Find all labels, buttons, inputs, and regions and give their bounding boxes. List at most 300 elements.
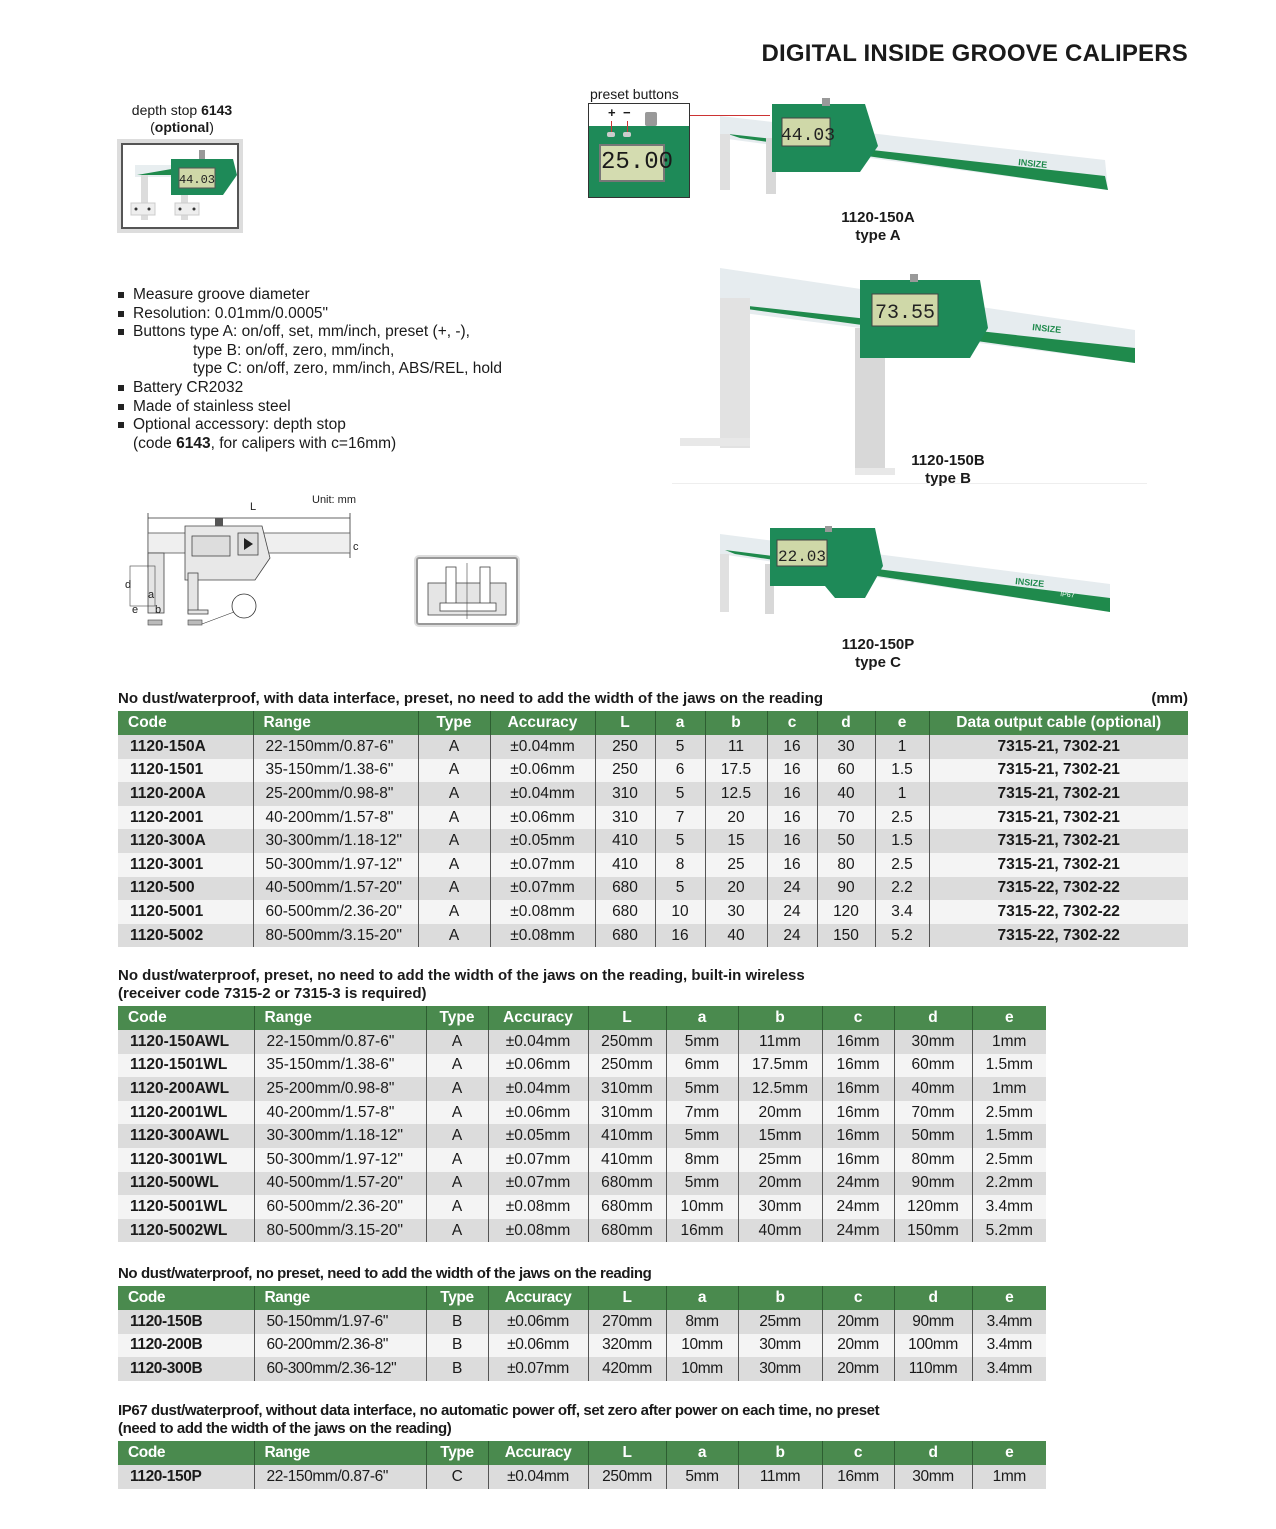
table4-header <box>118 1441 1046 1465</box>
table-cell: 7315-22, 7302-22 <box>929 900 1188 924</box>
table-cell: ±0.04mm <box>488 1077 588 1101</box>
bullet-icon <box>118 329 124 335</box>
table-cell: A <box>426 1124 488 1148</box>
table-row <box>118 1101 1046 1125</box>
table-cell: ±0.04mm <box>490 782 595 806</box>
table-cell: C <box>426 1465 488 1489</box>
table-cell: 5 <box>655 735 705 759</box>
table-cell: 310 <box>595 782 655 806</box>
table-cell: 150 <box>817 924 875 948</box>
table-cell: 1120-2001 <box>118 806 253 830</box>
table-cell: 310mm <box>588 1101 666 1125</box>
table-cell: 250mm <box>588 1465 666 1489</box>
column-header: Type <box>418 711 490 735</box>
table-cell: 40mm <box>738 1219 822 1243</box>
column-header: Accuracy <box>490 711 595 735</box>
table-cell: 30 <box>705 900 767 924</box>
table-cell: 24 <box>767 924 817 948</box>
table-cell: A <box>418 735 490 759</box>
bullet-icon <box>118 292 124 298</box>
table1-unit: (mm) <box>1151 690 1188 707</box>
table-cell: 12.5mm <box>738 1077 822 1101</box>
preset-minus-button <box>623 132 631 137</box>
column-header: a <box>655 711 705 735</box>
table-cell: 1120-3001WL <box>118 1148 254 1172</box>
table-cell: 40 <box>817 782 875 806</box>
table3-header <box>118 1286 1046 1310</box>
table-cell: 20 <box>705 877 767 901</box>
column-header: L <box>588 1006 666 1030</box>
depth-stop-caption: depth stop 6143 (optional) <box>131 102 233 135</box>
table-row <box>118 782 1188 806</box>
table-cell: 30-300mm/1.18-12" <box>254 1124 426 1148</box>
table-cell: 1120-500WL <box>118 1172 254 1196</box>
table-cell: 410 <box>595 853 655 877</box>
table-cell: 1120-500 <box>118 877 253 901</box>
table-cell: 16mm <box>822 1077 894 1101</box>
table-cell: 1.5 <box>875 829 929 853</box>
table-cell: 680mm <box>588 1195 666 1219</box>
caliper-depth-stop-illustration <box>123 145 237 227</box>
table-cell: ±0.08mm <box>488 1195 588 1219</box>
table-cell: A <box>418 924 490 948</box>
table-cell: 25-200mm/0.98-8" <box>254 1077 426 1101</box>
feature-item: Buttons type A: on/off, set, mm/inch, preset (+, -), <box>118 323 502 342</box>
table2 <box>118 1006 1046 1242</box>
table-cell: 7315-21, 7302-21 <box>929 853 1188 877</box>
table-cell: 250 <box>595 759 655 783</box>
table-cell: 30mm <box>738 1195 822 1219</box>
table-cell: A <box>426 1077 488 1101</box>
table-cell: A <box>426 1195 488 1219</box>
table-cell: 11mm <box>738 1030 822 1054</box>
table-row <box>118 877 1188 901</box>
table-cell: 8mm <box>666 1148 738 1172</box>
table-cell: 1120-150AWL <box>118 1030 254 1054</box>
column-header: b <box>738 1286 822 1310</box>
table-cell: 30mm <box>894 1030 972 1054</box>
table-cell: 30mm <box>738 1357 822 1381</box>
table-row <box>118 1077 1046 1101</box>
table-cell: 410 <box>595 829 655 853</box>
model-c-caption: 1120-150P type C <box>841 636 915 671</box>
table-cell: B <box>426 1357 488 1381</box>
column-header: Range <box>254 1441 426 1465</box>
table-cell: 320mm <box>588 1334 666 1358</box>
table-cell: 35-150mm/1.38-6" <box>253 759 418 783</box>
table-cell: 30mm <box>894 1465 972 1489</box>
table-cell: 3.4 <box>875 900 929 924</box>
column-header: Data output cable (optional) <box>929 711 1188 735</box>
table-cell: 25 <box>705 853 767 877</box>
table-cell: 60-200mm/2.36-8" <box>254 1334 426 1358</box>
table-cell: A <box>418 829 490 853</box>
table-cell: 7315-21, 7302-21 <box>929 806 1188 830</box>
table-cell: 60 <box>817 759 875 783</box>
table-cell: 1120-300A <box>118 829 253 853</box>
table-cell: A <box>418 806 490 830</box>
table-cell: 2.5mm <box>972 1148 1046 1172</box>
table-cell: 11mm <box>738 1465 822 1489</box>
model-b-caption: 1120-150B type B <box>911 452 985 487</box>
table-cell: 120mm <box>894 1195 972 1219</box>
feature-note: (code 6143, for calipers with c=16mm) <box>133 434 397 452</box>
table-cell: 17.5 <box>705 759 767 783</box>
bullet-icon <box>118 422 124 428</box>
lcd-display: 25.00 <box>599 144 665 182</box>
table-cell: ±0.06mm <box>488 1310 588 1334</box>
column-header: b <box>705 711 767 735</box>
table-cell: 680mm <box>588 1219 666 1243</box>
table-cell: 20mm <box>738 1172 822 1196</box>
table-cell: ±0.05mm <box>488 1124 588 1148</box>
table-cell: 60-500mm/2.36-20" <box>253 900 418 924</box>
table-cell: 16 <box>767 759 817 783</box>
table-cell: 5mm <box>666 1030 738 1054</box>
column-header: d <box>817 711 875 735</box>
column-header: Code <box>118 1441 254 1465</box>
table-cell: 12.5 <box>705 782 767 806</box>
table-cell: 680 <box>595 924 655 948</box>
table-cell: 25-200mm/0.98-8" <box>253 782 418 806</box>
table-cell: 16 <box>655 924 705 948</box>
table-cell: 1120-200AWL <box>118 1077 254 1101</box>
table-cell: 35-150mm/1.38-6" <box>254 1054 426 1078</box>
table-row <box>118 1148 1046 1172</box>
table1-heading: No dust/waterproof, with data interface, preset, no need to add the width of the jaws on the reading <box>118 690 824 707</box>
table-cell: 6mm <box>666 1054 738 1078</box>
table-cell: 110mm <box>894 1357 972 1381</box>
table-row <box>118 1124 1046 1148</box>
table-cell: 5mm <box>666 1172 738 1196</box>
unit-label: Unit: mm <box>312 494 356 506</box>
table-cell: 310mm <box>588 1077 666 1101</box>
table-cell: 40-200mm/1.57-8" <box>254 1101 426 1125</box>
feature-subitem: type B: on/off, zero, mm/inch, <box>193 341 395 359</box>
table-row <box>118 1465 1046 1489</box>
table-cell: 420mm <box>588 1357 666 1381</box>
bullet-icon <box>118 385 124 391</box>
table-cell: 1120-300B <box>118 1357 254 1381</box>
column-header: c <box>822 1286 894 1310</box>
table-cell: 16mm <box>666 1219 738 1243</box>
table-cell: 15mm <box>738 1124 822 1148</box>
table-cell: 8mm <box>666 1310 738 1334</box>
table-cell: 6 <box>655 759 705 783</box>
table-cell: A <box>418 853 490 877</box>
table-cell: B <box>426 1334 488 1358</box>
table-cell: 10 <box>655 900 705 924</box>
table-cell: 30 <box>817 735 875 759</box>
table-cell: 1.5 <box>875 759 929 783</box>
table-cell: 50-300mm/1.97-12" <box>253 853 418 877</box>
table-cell: 30mm <box>738 1334 822 1358</box>
svg-text:73.55: 73.55 <box>874 302 936 325</box>
table-cell: ±0.08mm <box>490 900 595 924</box>
table-cell: 120 <box>817 900 875 924</box>
table2-body <box>118 1030 1046 1242</box>
table-cell: ±0.07mm <box>490 853 595 877</box>
table-cell: 8 <box>655 853 705 877</box>
table-cell: 20mm <box>822 1334 894 1358</box>
table-cell: 5mm <box>666 1124 738 1148</box>
table-row <box>118 806 1188 830</box>
table-cell: 680 <box>595 877 655 901</box>
column-header: L <box>588 1441 666 1465</box>
column-header: Type <box>426 1441 488 1465</box>
table-cell: ±0.06mm <box>490 806 595 830</box>
table1-header <box>118 711 1188 735</box>
table-cell: A <box>418 900 490 924</box>
table-cell: 90 <box>817 877 875 901</box>
table-cell: 24mm <box>822 1172 894 1196</box>
caliper-type-a-image <box>700 98 1115 198</box>
table-cell: 16mm <box>822 1101 894 1125</box>
table-cell: 5 <box>655 829 705 853</box>
table-cell: 7315-21, 7302-21 <box>929 829 1188 853</box>
svg-text:22.03: 22.03 <box>777 548 827 566</box>
table-cell: 16mm <box>822 1148 894 1172</box>
table-cell: 2.5 <box>875 853 929 877</box>
table-cell: A <box>426 1148 488 1172</box>
feature-item: Battery CR2032 <box>118 379 502 398</box>
column-header: Range <box>254 1286 426 1310</box>
table-row <box>118 1219 1046 1243</box>
table-cell: 90mm <box>894 1172 972 1196</box>
feature-item: Optional accessory: depth stop <box>118 416 502 435</box>
table-cell: ±0.04mm <box>488 1030 588 1054</box>
table-cell: 680 <box>595 900 655 924</box>
table-cell: 24mm <box>822 1219 894 1243</box>
table-cell: ±0.06mm <box>490 759 595 783</box>
table-cell: 270mm <box>588 1310 666 1334</box>
svg-text:44.03: 44.03 <box>178 173 216 187</box>
table-cell: 70 <box>817 806 875 830</box>
svg-text:44.03: 44.03 <box>780 126 836 146</box>
svg-text:INSIZE: INSIZE <box>1031 322 1062 336</box>
table-cell: ±0.07mm <box>488 1172 588 1196</box>
table-cell: 2.2mm <box>972 1172 1046 1196</box>
column-header: b <box>738 1441 822 1465</box>
table-cell: 60-300mm/2.36-12" <box>254 1357 426 1381</box>
table-row <box>118 900 1188 924</box>
table-cell: ±0.08mm <box>488 1219 588 1243</box>
column-header: Type <box>426 1006 488 1030</box>
svg-text:c: c <box>353 541 359 553</box>
table3-body <box>118 1310 1046 1381</box>
table-cell: 50-300mm/1.97-12" <box>254 1148 426 1172</box>
table-cell: 1120-200A <box>118 782 253 806</box>
table-cell: 10mm <box>666 1334 738 1358</box>
table-row <box>118 853 1188 877</box>
column-header: e <box>972 1441 1046 1465</box>
table-cell: 100mm <box>894 1334 972 1358</box>
table-cell: 25mm <box>738 1310 822 1334</box>
table-cell: 10mm <box>666 1357 738 1381</box>
table-cell: 3.4mm <box>972 1357 1046 1381</box>
table-cell: 310 <box>595 806 655 830</box>
table-cell: 20 <box>705 806 767 830</box>
svg-text:L: L <box>250 501 257 513</box>
table-cell: 24 <box>767 877 817 901</box>
table-cell: 250mm <box>588 1030 666 1054</box>
table-cell: 40-200mm/1.57-8" <box>253 806 418 830</box>
column-header: e <box>972 1286 1046 1310</box>
table-cell: 2.5 <box>875 806 929 830</box>
column-header: Range <box>254 1006 426 1030</box>
table-cell: 1mm <box>972 1077 1046 1101</box>
table-row <box>118 1172 1046 1196</box>
caliper-type-c-image <box>715 526 1115 616</box>
table-cell: 80-500mm/3.15-20" <box>254 1219 426 1243</box>
column-header: d <box>894 1441 972 1465</box>
table-cell: 24 <box>767 900 817 924</box>
table-cell: A <box>418 782 490 806</box>
table-cell: 20mm <box>738 1101 822 1125</box>
model-a-caption: 1120-150A type A <box>841 209 915 244</box>
svg-text:IP67: IP67 <box>1059 591 1075 600</box>
table-cell: 3.4mm <box>972 1310 1046 1334</box>
svg-text:b: b <box>155 604 162 616</box>
table-row <box>118 1310 1046 1334</box>
table-cell: 1120-150B <box>118 1310 254 1334</box>
table-cell: A <box>426 1054 488 1078</box>
table-cell: 1120-150P <box>118 1465 254 1489</box>
table1-body <box>118 735 1188 947</box>
table-cell: 60-500mm/2.36-20" <box>254 1195 426 1219</box>
table-cell: 11 <box>705 735 767 759</box>
table-cell: 16 <box>767 829 817 853</box>
svg-text:INSIZE: INSIZE <box>1014 576 1045 590</box>
table-cell: 30-300mm/1.18-12" <box>253 829 418 853</box>
table3-heading: No dust/waterproof, no preset, need to add the width of the jaws on the reading <box>118 1265 652 1282</box>
svg-text:a: a <box>148 589 155 601</box>
table-cell: 1120-3001 <box>118 853 253 877</box>
table-cell: A <box>426 1101 488 1125</box>
table-cell: 40-500mm/1.57-20" <box>253 877 418 901</box>
column-header: a <box>666 1441 738 1465</box>
table-cell: 22-150mm/0.87-6" <box>254 1465 426 1489</box>
table-cell: 5.2 <box>875 924 929 948</box>
feature-item: Made of stainless steel <box>118 398 502 417</box>
table2-heading: No dust/waterproof, preset, no need to add the width of the jaws on the reading, built-in wireless (receiver code 7315-2 or 7315-3 is required) <box>118 967 805 1002</box>
table-cell: 16mm <box>822 1465 894 1489</box>
table-cell: 1120-5002WL <box>118 1219 254 1243</box>
table-cell: 1mm <box>972 1030 1046 1054</box>
caliper-type-b-image <box>680 268 1140 483</box>
column-header: d <box>894 1286 972 1310</box>
table-row <box>118 735 1188 759</box>
table-row <box>118 924 1188 948</box>
table-cell: 1120-5001WL <box>118 1195 254 1219</box>
table-cell: 2.5mm <box>972 1101 1046 1125</box>
table-cell: 1120-200B <box>118 1334 254 1358</box>
table-cell: 16mm <box>822 1030 894 1054</box>
column-header: c <box>822 1006 894 1030</box>
table-row <box>118 1357 1046 1381</box>
table-cell: 24mm <box>822 1195 894 1219</box>
table-cell: 680mm <box>588 1172 666 1196</box>
plus-label: + <box>608 105 616 120</box>
table-cell: ±0.06mm <box>488 1334 588 1358</box>
table-cell: 7mm <box>666 1101 738 1125</box>
groove-diagram <box>416 557 518 625</box>
svg-text:INSIZE: INSIZE <box>1017 157 1048 171</box>
table2-header <box>118 1006 1046 1030</box>
column-header: a <box>666 1286 738 1310</box>
table-cell: 5 <box>655 782 705 806</box>
table-cell: 7315-21, 7302-21 <box>929 782 1188 806</box>
table4 <box>118 1441 1046 1489</box>
table-cell: ±0.07mm <box>488 1148 588 1172</box>
table-cell: 80-500mm/3.15-20" <box>253 924 418 948</box>
table-cell: 1120-1501 <box>118 759 253 783</box>
svg-text:d: d <box>125 579 132 591</box>
table4-heading: IP67 dust/waterproof, without data interface, no automatic power off, set zero after power on each time, no preset (need to add the width of the jaws on the reading) <box>118 1402 880 1437</box>
table-cell: 1120-300AWL <box>118 1124 254 1148</box>
table-cell: 7315-22, 7302-22 <box>929 924 1188 948</box>
table-cell: 80 <box>817 853 875 877</box>
bullet-icon <box>118 404 124 410</box>
preset-buttons-caption: preset buttons <box>590 86 679 102</box>
table-cell: 1mm <box>972 1465 1046 1489</box>
table-row <box>118 829 1188 853</box>
table-row <box>118 1334 1046 1358</box>
feature-subitem: type C: on/off, zero, mm/inch, ABS/REL, hold <box>193 360 503 378</box>
table-cell: 22-150mm/0.87-6" <box>253 735 418 759</box>
table-cell: 5 <box>655 877 705 901</box>
table-cell: 80mm <box>894 1148 972 1172</box>
table-cell: 17.5mm <box>738 1054 822 1078</box>
table-cell: 16 <box>767 853 817 877</box>
column-header: b <box>738 1006 822 1030</box>
column-header: Accuracy <box>488 1441 588 1465</box>
table-cell: B <box>426 1310 488 1334</box>
table-cell: 3.4mm <box>972 1334 1046 1358</box>
table-cell: 5.2mm <box>972 1219 1046 1243</box>
page-title: DIGITAL INSIDE GROOVE CALIPERS <box>761 40 1188 67</box>
column-header: Code <box>118 1006 254 1030</box>
table-cell: 40 <box>705 924 767 948</box>
minus-label: − <box>623 105 631 120</box>
preset-plus-button <box>607 132 615 137</box>
table-cell: 1 <box>875 735 929 759</box>
thumb-wheel-icon <box>645 112 657 126</box>
table-cell: ±0.07mm <box>488 1357 588 1381</box>
table-cell: A <box>426 1030 488 1054</box>
column-header: Accuracy <box>488 1006 588 1030</box>
table-cell: 150mm <box>894 1219 972 1243</box>
table-cell: 1120-2001WL <box>118 1101 254 1125</box>
table-cell: 40-500mm/1.57-20" <box>254 1172 426 1196</box>
column-header: Code <box>118 711 253 735</box>
features-list <box>118 286 502 453</box>
column-header: L <box>595 711 655 735</box>
column-header: e <box>875 711 929 735</box>
table-cell: 7315-21, 7302-21 <box>929 759 1188 783</box>
table-cell: 20mm <box>822 1357 894 1381</box>
table-cell: 10mm <box>666 1195 738 1219</box>
table-cell: 70mm <box>894 1101 972 1125</box>
feature-item: Measure groove diameter <box>118 286 502 305</box>
table-cell: 25mm <box>738 1148 822 1172</box>
table-cell: 5mm <box>666 1465 738 1489</box>
feature-item: Resolution: 0.01mm/0.0005" <box>118 305 502 324</box>
table-cell: 7315-21, 7302-21 <box>929 735 1188 759</box>
table-row <box>118 759 1188 783</box>
table-cell: 1.5mm <box>972 1054 1046 1078</box>
table4-body <box>118 1465 1046 1489</box>
